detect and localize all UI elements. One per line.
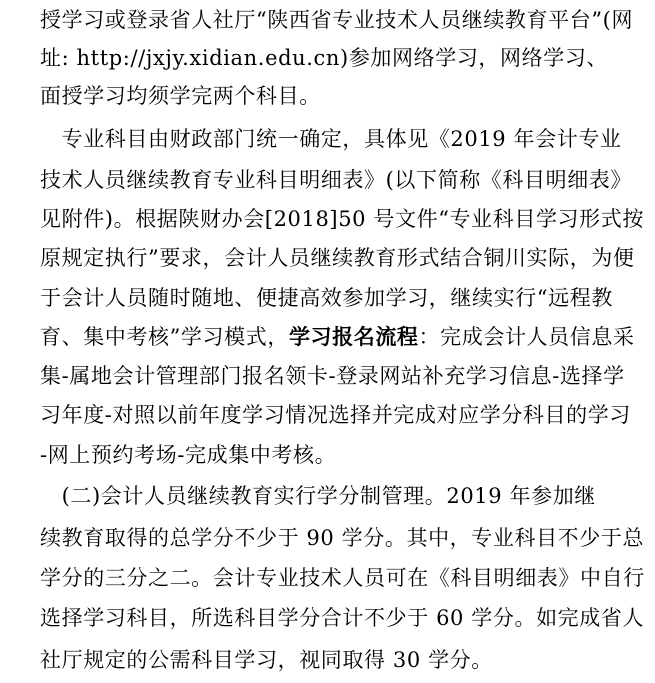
text-line-11: 习年度-对照以前年度学习情况选择并完成对应学分科目的学习 <box>40 403 631 427</box>
text-line-14: 续教育取得的总学分不少于 90 学分。其中，专业科目不少于总 <box>40 526 645 550</box>
text-line-5: 技术人员继续教育专业科目明细表》(以下简称《科目明细表》 <box>40 168 632 192</box>
text-line-16: 选择学习科目，所选科目学分合计不少于 60 学分。如完成省人 <box>40 606 645 630</box>
text-line-7: 原规定执行”要求，会计人员继续教育形式结合铜川实际，为便 <box>40 246 635 270</box>
text-line-1: 授学习或登录省人社厅“陕西省专业技术人员继续教育平台”(网 <box>40 8 634 32</box>
text-line-17: 社厅规定的公需科目学习，视同取得 30 学分。 <box>40 648 493 672</box>
text-line-13: (二)会计人员继续教育实行学分制管理。2019 年参加继 <box>40 484 596 508</box>
text-line-4: 专业科目由财政部门统一确定，具体见《2019 年会计专业 <box>40 127 622 151</box>
text-line-3: 面授学习均须学完两个科目。 <box>40 84 321 108</box>
text-line-9-tail: ：完成会计人员信息采 <box>418 325 635 349</box>
text-line-6: 见附件)。根据陕财办会[2018]50 号文件“专业科目学习形式按 <box>40 207 644 231</box>
text-line-12: -网上预约考场-完成集中考核。 <box>40 443 337 467</box>
text-line-10: 集-属地会计管理部门报名领卡-登录网站补充学习信息-选择学 <box>40 364 625 388</box>
process-heading: 学习报名流程 <box>288 325 419 349</box>
text-line-9 <box>40 317 655 357</box>
text-line-9-lead: 育、集中考核”学习模式， <box>40 325 289 349</box>
text-line-8: 于会计人员随时随地、便捷高效参加学习，继续实行“远程教 <box>40 286 613 310</box>
text-line-2: 址: http://jxjy.xidian.edu.cn)参加网络学习，网络学习、 <box>40 46 609 70</box>
text-line-15: 学分的三分之二。会计专业技术人员可在《科目明细表》中自行 <box>40 566 645 590</box>
